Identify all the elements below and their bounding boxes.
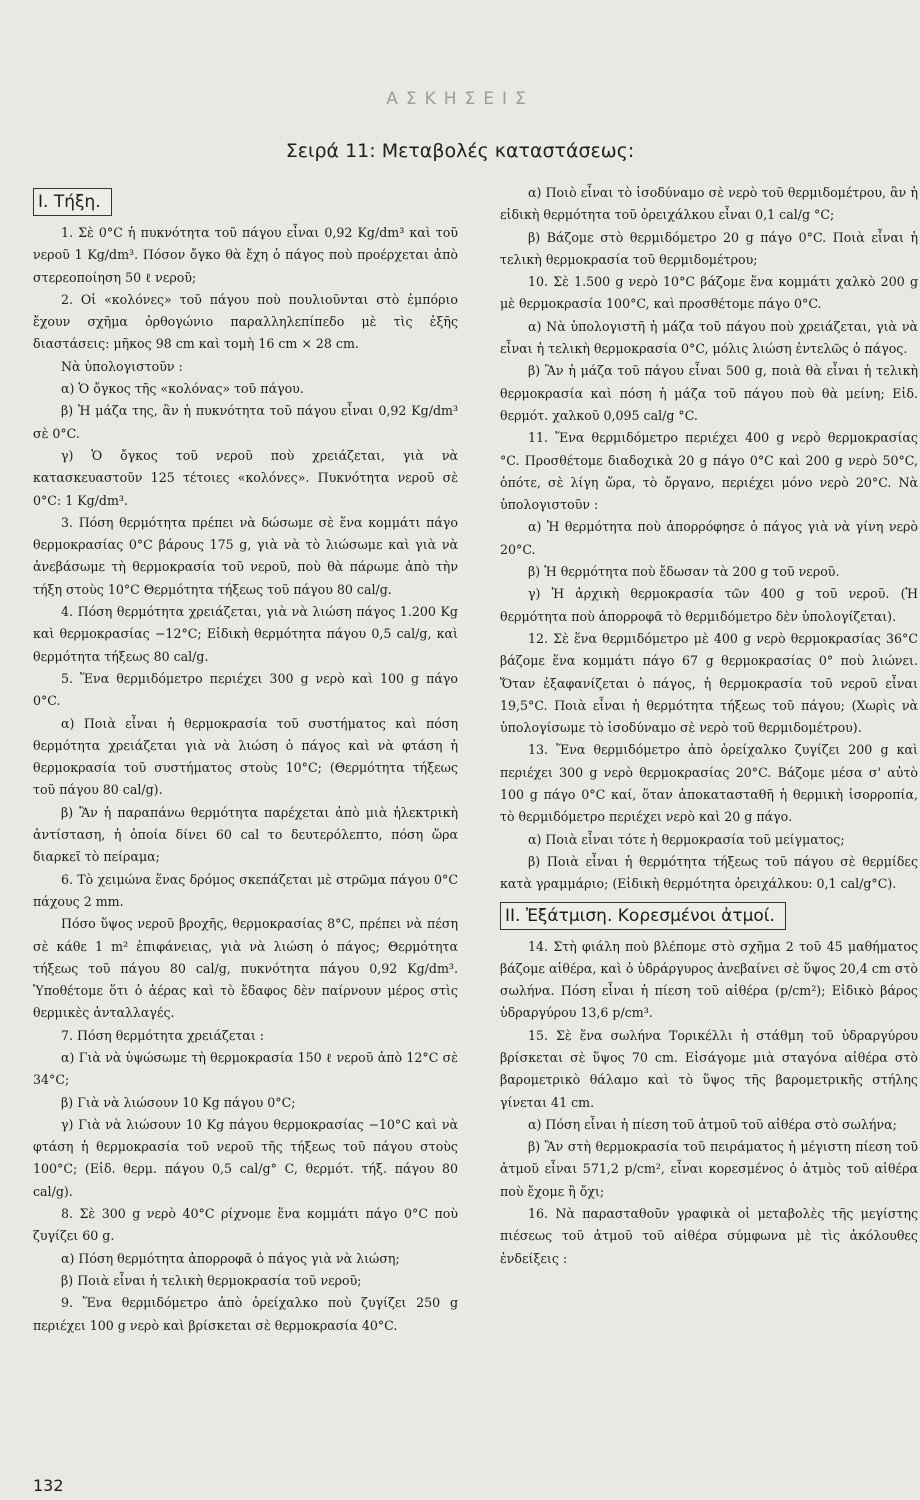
exercise-paragraph: β) Ἂν ἡ μάζα τοῦ πάγου εἶναι 500 g, ποιὰ θὰ εἶναι ἡ τελικὴ θερμοκρασία καὶ πόση ἡ μάζα τοῦ πάγου ποὺ θὰ μείνη; Εἰδ. θερμότ. χαλκοῦ 0,095 cal/g °C. [500, 363, 918, 423]
exercise-paragraph: α) Ποιὰ εἶναι ἡ θερμοκρασία τοῦ συστήματος καὶ πόση θερμότητα χρειάζεται γιὰ νὰ λιώση ὁ πάγος καὶ νὰ φτάση ἡ θερμοκρασία τοῦ συστήματος στοὺς 10°C; (Θερμότητα τήξεως τοῦ πάγου 80 cal/g). [33, 715, 458, 798]
exercise-paragraph: 4. Πόση θερμότητα χρειάζεται, γιὰ νὰ λιώση πάγος 1.200 Kg καὶ θερμοκρασίας −12°C; Εἰδικὴ θερμότητα πάγου 0,5 cal/g, καὶ θερμότητα τήξεως 80 cal/g. [33, 604, 458, 664]
exercise-paragraph: 9. Ἕνα θερμιδόμετρο ἀπὸ ὀρείχαλκο ποὺ ζυγίζει 250 g περιέχει 100 g νερὸ καὶ βρίσκεται σὲ θερμοκρασία 40°C. [33, 1295, 458, 1333]
exercise-paragraph: 7. Πόση θερμότητα χρειάζεται : [61, 1027, 265, 1043]
page-number: 132 [33, 1476, 64, 1495]
exercise-paragraph: α) Ποιὸ εἶναι τὸ ἰσοδύναμο σὲ νερὸ τοῦ θερμιδομέτρου, ἂν ἡ εἰδικὴ θερμότητα τοῦ ὀρειχάλκου εἶναι 0,1 cal/g °C; [500, 185, 918, 223]
exercise-paragraph: 12. Σὲ ἕνα θερμιδόμετρο μὲ 400 g νερὸ θερμοκρασίας 36°C βάζομε ἕνα κομμάτι πάγο 67 g θερμοκρασίας 0° ποὺ λιώνει. Ὅταν ἐξαφανίζεται ὁ πάγος, ἡ θερμοκρασία τοῦ νεροῦ εἶναι 19,5°C. Ποιὰ εἶναι ἡ θερμότητα τήξεως τοῦ πάγου; (Χωρὶς νὰ ὑπολογίσωμε τὸ ἰσοδύναμο σὲ νερὸ τοῦ θερμιδομέτρου). [500, 630, 918, 736]
exercise-paragraph: γ) Ὁ ὄγκος τοῦ νεροῦ ποὺ χρειάζεται, γιὰ νὰ κατασκευαστοῦν 125 τέτοιες «κολόνες». Πυκνότητα νεροῦ σὲ 0°C: 1 Kg/dm³. [33, 447, 458, 508]
left-exercises [33, 222, 458, 1337]
exercise-paragraph: α) Νὰ ὑπολογιστῆ ἡ μάζα τοῦ πάγου ποὺ χρειάζεται, γιὰ νὰ εἶναι ἡ τελικὴ θερμοκρασία 0°C, μόλις λιώση ἐντελῶς ὁ πάγος. [500, 318, 918, 357]
exercise-paragraph: α) Ποιὰ εἶναι τότε ἡ θερμοκρασία τοῦ μείγματος; [528, 831, 845, 847]
section-heading-evaporation: II. Ἐξάτμιση. Κορεσμένοι ἀτμοί. [500, 902, 786, 930]
exercise-paragraph: β) Ποιὰ εἶναι ἡ τελικὴ θερμοκρασία τοῦ νεροῦ; [61, 1272, 362, 1288]
exercise-paragraph: α) Ἡ θερμότητα ποὺ ἀπορρόφησε ὁ πάγος γιὰ νὰ γίνη νερὸ 20°C. [500, 519, 918, 557]
right-exercises-b [500, 936, 918, 1270]
exercise-paragraph: 16. Νὰ παρασταθοῦν γραφικὰ οἱ μεταβολὲς τῆς μεγίστης πιέσεως τοῦ ἀτμοῦ τοῦ αἰθέρα σύμφωνα μὲ τὶς ἀκόλουθες ἐνδείξεις : [500, 1206, 918, 1266]
left-column [33, 182, 458, 1337]
page-header: ΑΣΚΗΣΕΙΣ [386, 89, 534, 109]
exercise-paragraph: 3. Πόση θερμότητα πρέπει νὰ δώσωμε σὲ ἕνα κομμάτι πάγο θερμοκρασίας 0°C βάρους 175 g, γιὰ νὰ τὸ λιώσωμε καὶ γιὰ νὰ ἀνεβάσωμε τὴ θερμοκρασία τοῦ νεροῦ, ποὺ θὰ πάρωμε ἀπὸ τὴν τήξη στοὺς 10°C Θερμότητα τήξεως τοῦ πάγου 80 cal/g. [33, 514, 458, 597]
exercise-paragraph: 2. Οἱ «κολόνες» τοῦ πάγου ποὺ πουλιοῦνται στὸ ἐμπόριο ἔχουν σχῆμα ὀρθογώνιο παραλληλεπίπεδο μὲ τὶς ἑξῆς διαστάσεις: μῆκος 98 cm καὶ τομὴ 16 cm × 28 cm. [33, 291, 458, 352]
exercise-paragraph: 10. Σὲ 1.500 g νερὸ 10°C βάζομε ἕνα κομμάτι χαλκὸ 200 g μὲ θερμοκρασία 100°C, καὶ προσθέτομε πάγο 0°C. [500, 274, 918, 312]
exercise-paragraph: 5. Ἕνα θερμιδόμετρο περιέχει 300 g νερὸ καὶ 100 g πάγο 0°C. [33, 670, 458, 709]
exercise-paragraph: β) Ἂν ἡ παραπάνω θερμότητα παρέχεται ἀπὸ μιὰ ἠλεκτρικὴ ἀντίσταση, ἡ ὁποία δίνει 60 cal το δευτερόλεπτο, πόση ὥρα διαρκεῖ τὸ πείραμα; [33, 804, 458, 865]
exercise-paragraph: α) Πόση εἶναι ἡ πίεση τοῦ ἀτμοῦ τοῦ αἰθέρα στὸ σωλήνα; [528, 1116, 897, 1132]
right-exercises-a [500, 182, 918, 896]
exercise-paragraph: β) Ἡ μάζα της, ἂν ἡ πυκνότητα τοῦ πάγου εἶναι 0,92 Kg/dm³ σὲ 0°C. [33, 403, 458, 441]
exercise-paragraph: β) Ἂν στὴ θερμοκρασία τοῦ πειράματος ἡ μέγιστη πίεση τοῦ ἀτμοῦ εἶναι 571,2 p/cm², εἶναι κορεσμένος ὁ ἀτμὸς τοῦ αἰθέρα ποὺ ἔχομε ἢ ὄχι; [500, 1139, 918, 1199]
exercise-paragraph: β) Γιὰ νὰ λιώσουν 10 Kg πάγου 0°C; [61, 1094, 296, 1110]
exercise-paragraph: β) Βάζομε στὸ θερμιδόμετρο 20 g πάγο 0°C. Ποιὰ εἶναι ἡ τελικὴ θερμοκρασία τοῦ θερμιδομέτρου; [500, 229, 918, 267]
exercise-paragraph: α) Πόση θερμότητα ἀπορροφᾶ ὁ πάγος γιὰ νὰ λιώση; [61, 1250, 400, 1266]
exercise-paragraph: α) Γιὰ νὰ ὑψώσωμε τὴ θερμοκρασία 150 ℓ νεροῦ ἀπὸ 12°C σὲ 34°C; [33, 1049, 458, 1088]
exercise-paragraph: 6. Τὸ χειμώνα ἕνας δρόμος σκεπάζεται μὲ στρῶμα πάγου 0°C πάχους 2 mm. [33, 871, 458, 909]
exercise-paragraph: γ) Ἡ ἀρχικὴ θερμοκρασία τῶν 400 g τοῦ νεροῦ. (Ἡ θερμότητα ποὺ ἀπορροφᾶ τὸ θερμιδόμετρο δὲν ὑπολογίζεται). [500, 586, 918, 624]
section-heading-melting: I. Τήξη. [33, 188, 112, 216]
exercise-paragraph: α) Ὁ ὄγκος τῆς «κολόνας» τοῦ πάγου. [61, 381, 304, 397]
series-title: Σειρά 11: Μεταβολές καταστάσεως: [285, 140, 635, 162]
exercise-paragraph: 13. Ἕνα θερμιδόμετρο ἀπὸ ὀρείχαλκο ζυγίζει 200 g καὶ περιέχει 300 g νερὸ θερμοκρασίας 20°C. Βάζομε μέσα σ' αὐτὸ 100 g πάγο 0°C καί, ὅταν ἀποκατασταθῆ ἡ θερμικὴ ἰσορροπία, τὸ θερμιδόμετρο περιέχει νερὸ καὶ 20 g πάγο. [500, 742, 918, 825]
exercise-paragraph: β) Ποιὰ εἶναι ἡ θερμότητα τήξεως τοῦ πάγου σὲ θερμίδες κατὰ γραμμάριο; (Εἰδικὴ θερμότητα ὀρειχάλκου: 0,1 cal/g°C). [500, 853, 918, 892]
exercise-paragraph: Πόσο ὕψος νεροῦ βροχῆς, θερμοκρασίας 8°C, πρέπει νὰ πέση σὲ κάθε 1 m² ἐπιφάνειας, γιὰ νὰ λιώση ὁ πάγος; Θερμότητα τήξεως τοῦ πάγου 80 cal/g, πυκνότητα πάγου 0,92 Kg/dm³. Ὑποθέτομε ὅτι ὁ ἀέρας καὶ τὸ ἔδαφος δὲν παίρνουν μέρος στὶς θερμικὲς ἀνταλλαγές. [33, 916, 458, 1021]
exercise-paragraph: 8. Σὲ 300 g νερὸ 40°C ρίχνομε ἕνα κομμάτι πάγο 0°C ποὺ ζυγίζει 60 g. [33, 1206, 458, 1244]
exercise-paragraph: β) Ἡ θερμότητα ποὺ ἔδωσαν τὰ 200 g τοῦ νεροῦ. [528, 564, 840, 580]
right-column [500, 182, 918, 1270]
exercise-paragraph: 14. Στὴ φιάλη ποὺ βλέπομε στὸ σχῆμα 2 τοῦ 45 μαθήματος βάζομε αἰθέρα, καὶ ὁ ὑδράργυρος ἀνεβαίνει σὲ ὕψος 20,4 cm στὸ σωλήνα. Πόση εἶναι ἡ πίεση τοῦ αἰθέρα (p/cm²); Εἰδικὸ βάρος ὑδραργύρου 13,6 p/cm³. [500, 938, 918, 1021]
exercise-paragraph: 1. Σὲ 0°C ἡ πυκνότητα τοῦ πάγου εἶναι 0,92 Kg/dm³ καὶ τοῦ νεροῦ 1 Kg/dm³. Πόσον ὄγκο θὰ ἔχη ὁ πάγος ποὺ προέρχεται ἀπὸ στερεοποίηση 50 ℓ νεροῦ; [33, 225, 458, 285]
exercise-paragraph: 11. Ἕνα θερμιδόμετρο περιέχει 400 g νερὸ θερμοκρασίας °C. Προσθέτομε διαδοχικὰ 20 g πάγο 0°C καὶ 200 g νερὸ 50°C, ὁπότε, σὲ λίγη ὥρα, τὸ ὄργανο, περιέχει μόνο νερὸ 20°C. Νὰ ὑπολογιστοῦν : [500, 430, 918, 513]
exercise-paragraph: Νὰ ὑπολογιστοῦν : [61, 358, 183, 374]
exercise-paragraph: γ) Γιὰ νὰ λιώσουν 10 Kg πάγου θερμοκρασίας −10°C καὶ νὰ φτάση ἡ θερμοκρασία τοῦ νεροῦ τῆς τήξεως τοῦ πάγου στοὺς 100°C; (Εἰδ. θερμ. πάγου 0,5 cal/g° C, θερμότ. τήξ. πάγου 80 cal/g). [33, 1116, 458, 1199]
exercise-paragraph: 15. Σὲ ἕνα σωλήνα Τορικέλλι ἡ στάθμη τοῦ ὑδραργύρου βρίσκεται σὲ ὕψος 70 cm. Εἰσάγομε μιὰ σταγόνα αἰθέρα στὸ βαρομετρικὸ θάλαμο καὶ τὸ ὕψος τῆς βαρομετρικῆς στήλης γίνεται 41 cm. [500, 1027, 918, 1110]
